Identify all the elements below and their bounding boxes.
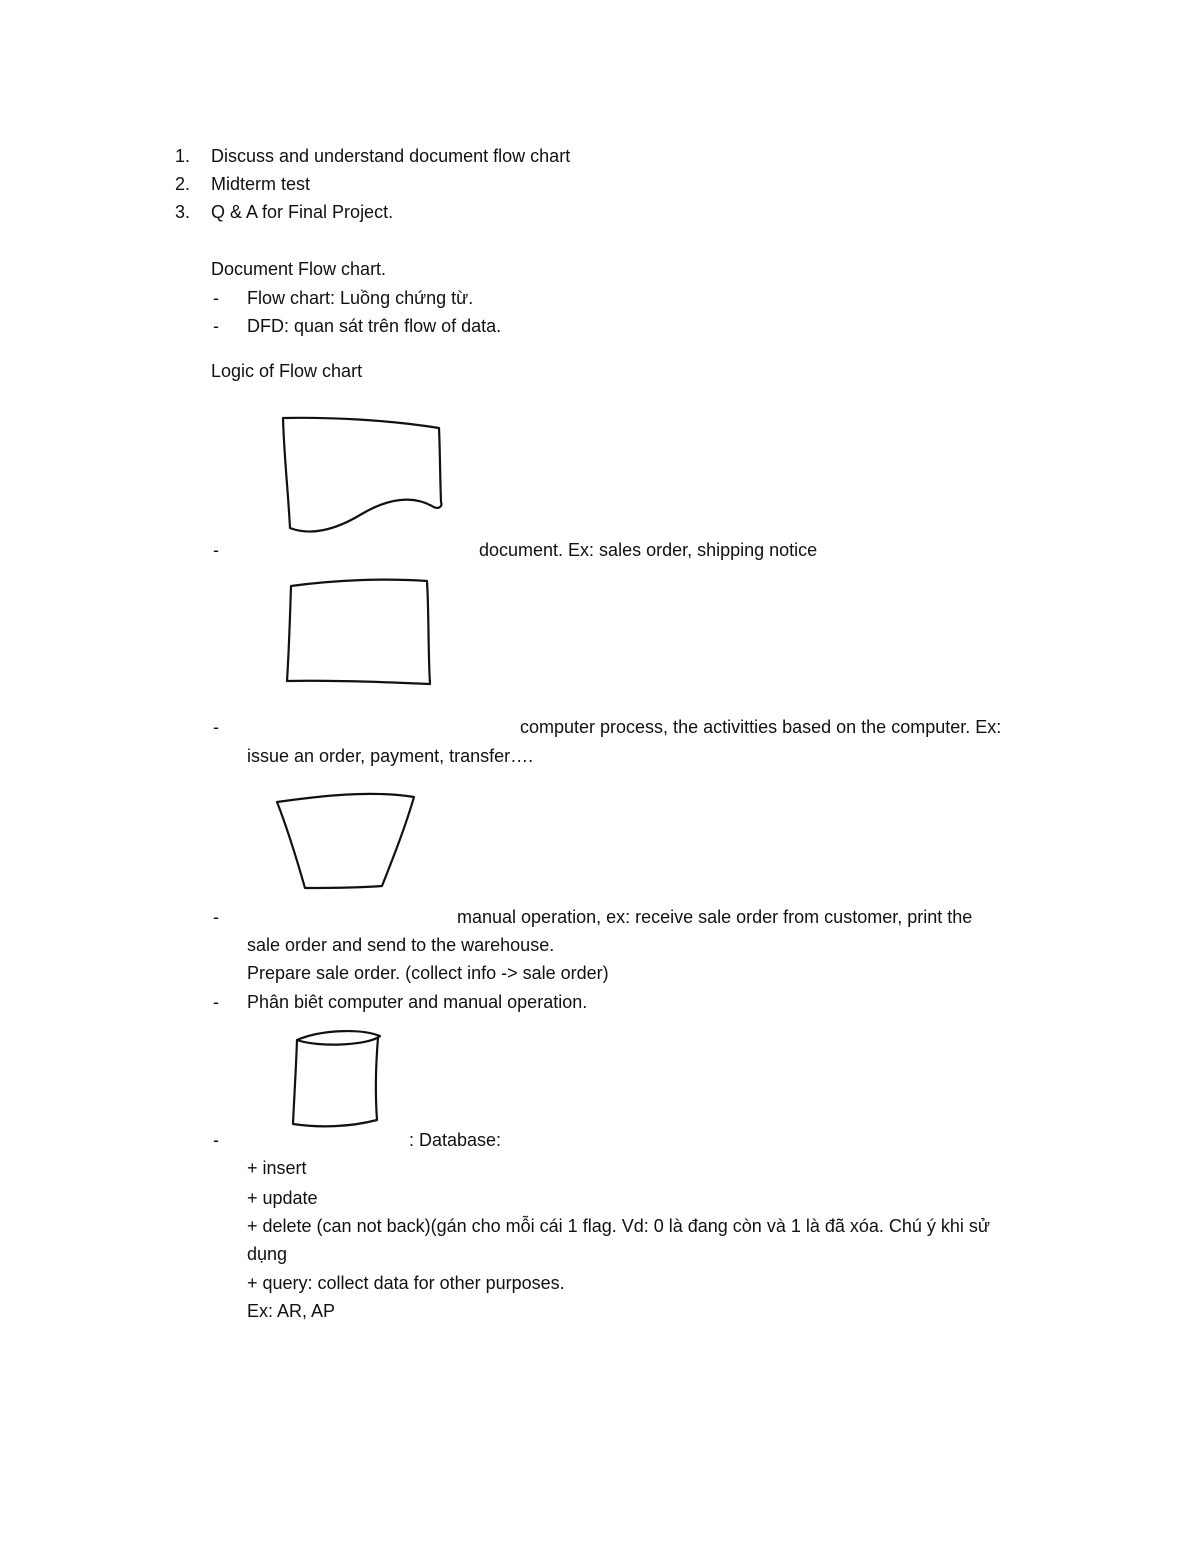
symbol-description: : Database: bbox=[409, 1130, 502, 1150]
bullet-text: DFD: quan sát trên flow of data. bbox=[247, 316, 502, 336]
symbol-description: issue an order, payment, transfer…. bbox=[247, 746, 534, 766]
symbol-description: computer process, the activitties based on the computer. Ex: bbox=[520, 717, 1002, 737]
symbol-dash: - bbox=[213, 717, 219, 737]
section-heading: Logic of Flow chart bbox=[211, 361, 363, 381]
bullet-text: Flow chart: Luồng chứng từ. bbox=[247, 288, 474, 308]
symbol-dash: - bbox=[213, 540, 219, 560]
agenda-number: 1. bbox=[175, 146, 191, 166]
database-example: Ex: AR, AP bbox=[247, 1301, 336, 1321]
symbol-dash: - bbox=[213, 1130, 219, 1150]
agenda-number: 3. bbox=[175, 202, 191, 222]
symbol-description: sale order and send to the warehouse. bbox=[247, 935, 555, 955]
database-op: dụng bbox=[247, 1244, 288, 1264]
bullet-text: Phân biêt computer and manual operation. bbox=[247, 992, 588, 1012]
database-op: + query: collect data for other purposes. bbox=[247, 1273, 565, 1293]
database-op: + delete (can not back)(gán cho mỗi cái 1 flag. Vd: 0 là đang còn và 1 là đã xóa. Chú ý khi sử bbox=[247, 1216, 990, 1236]
symbol-description: manual operation, ex: receive sale order from customer, print the bbox=[457, 907, 973, 927]
database-op: + insert bbox=[247, 1158, 307, 1178]
bullet-dash: - bbox=[213, 992, 219, 1012]
bullet-dash: - bbox=[213, 288, 219, 308]
symbol-dash: - bbox=[213, 907, 219, 927]
agenda-text: Midterm test bbox=[211, 174, 311, 194]
symbol-description: Prepare sale order. (collect info -> sale order) bbox=[247, 963, 609, 983]
symbol-description: document. Ex: sales order, shipping notice bbox=[479, 540, 818, 560]
agenda-text: Q & A for Final Project. bbox=[211, 202, 394, 222]
section-heading: Document Flow chart. bbox=[211, 259, 387, 279]
bullet-dash: - bbox=[213, 316, 219, 336]
agenda-text: Discuss and understand document flow chart bbox=[211, 146, 571, 166]
database-op: + update bbox=[247, 1188, 318, 1208]
agenda-number: 2. bbox=[175, 174, 191, 194]
